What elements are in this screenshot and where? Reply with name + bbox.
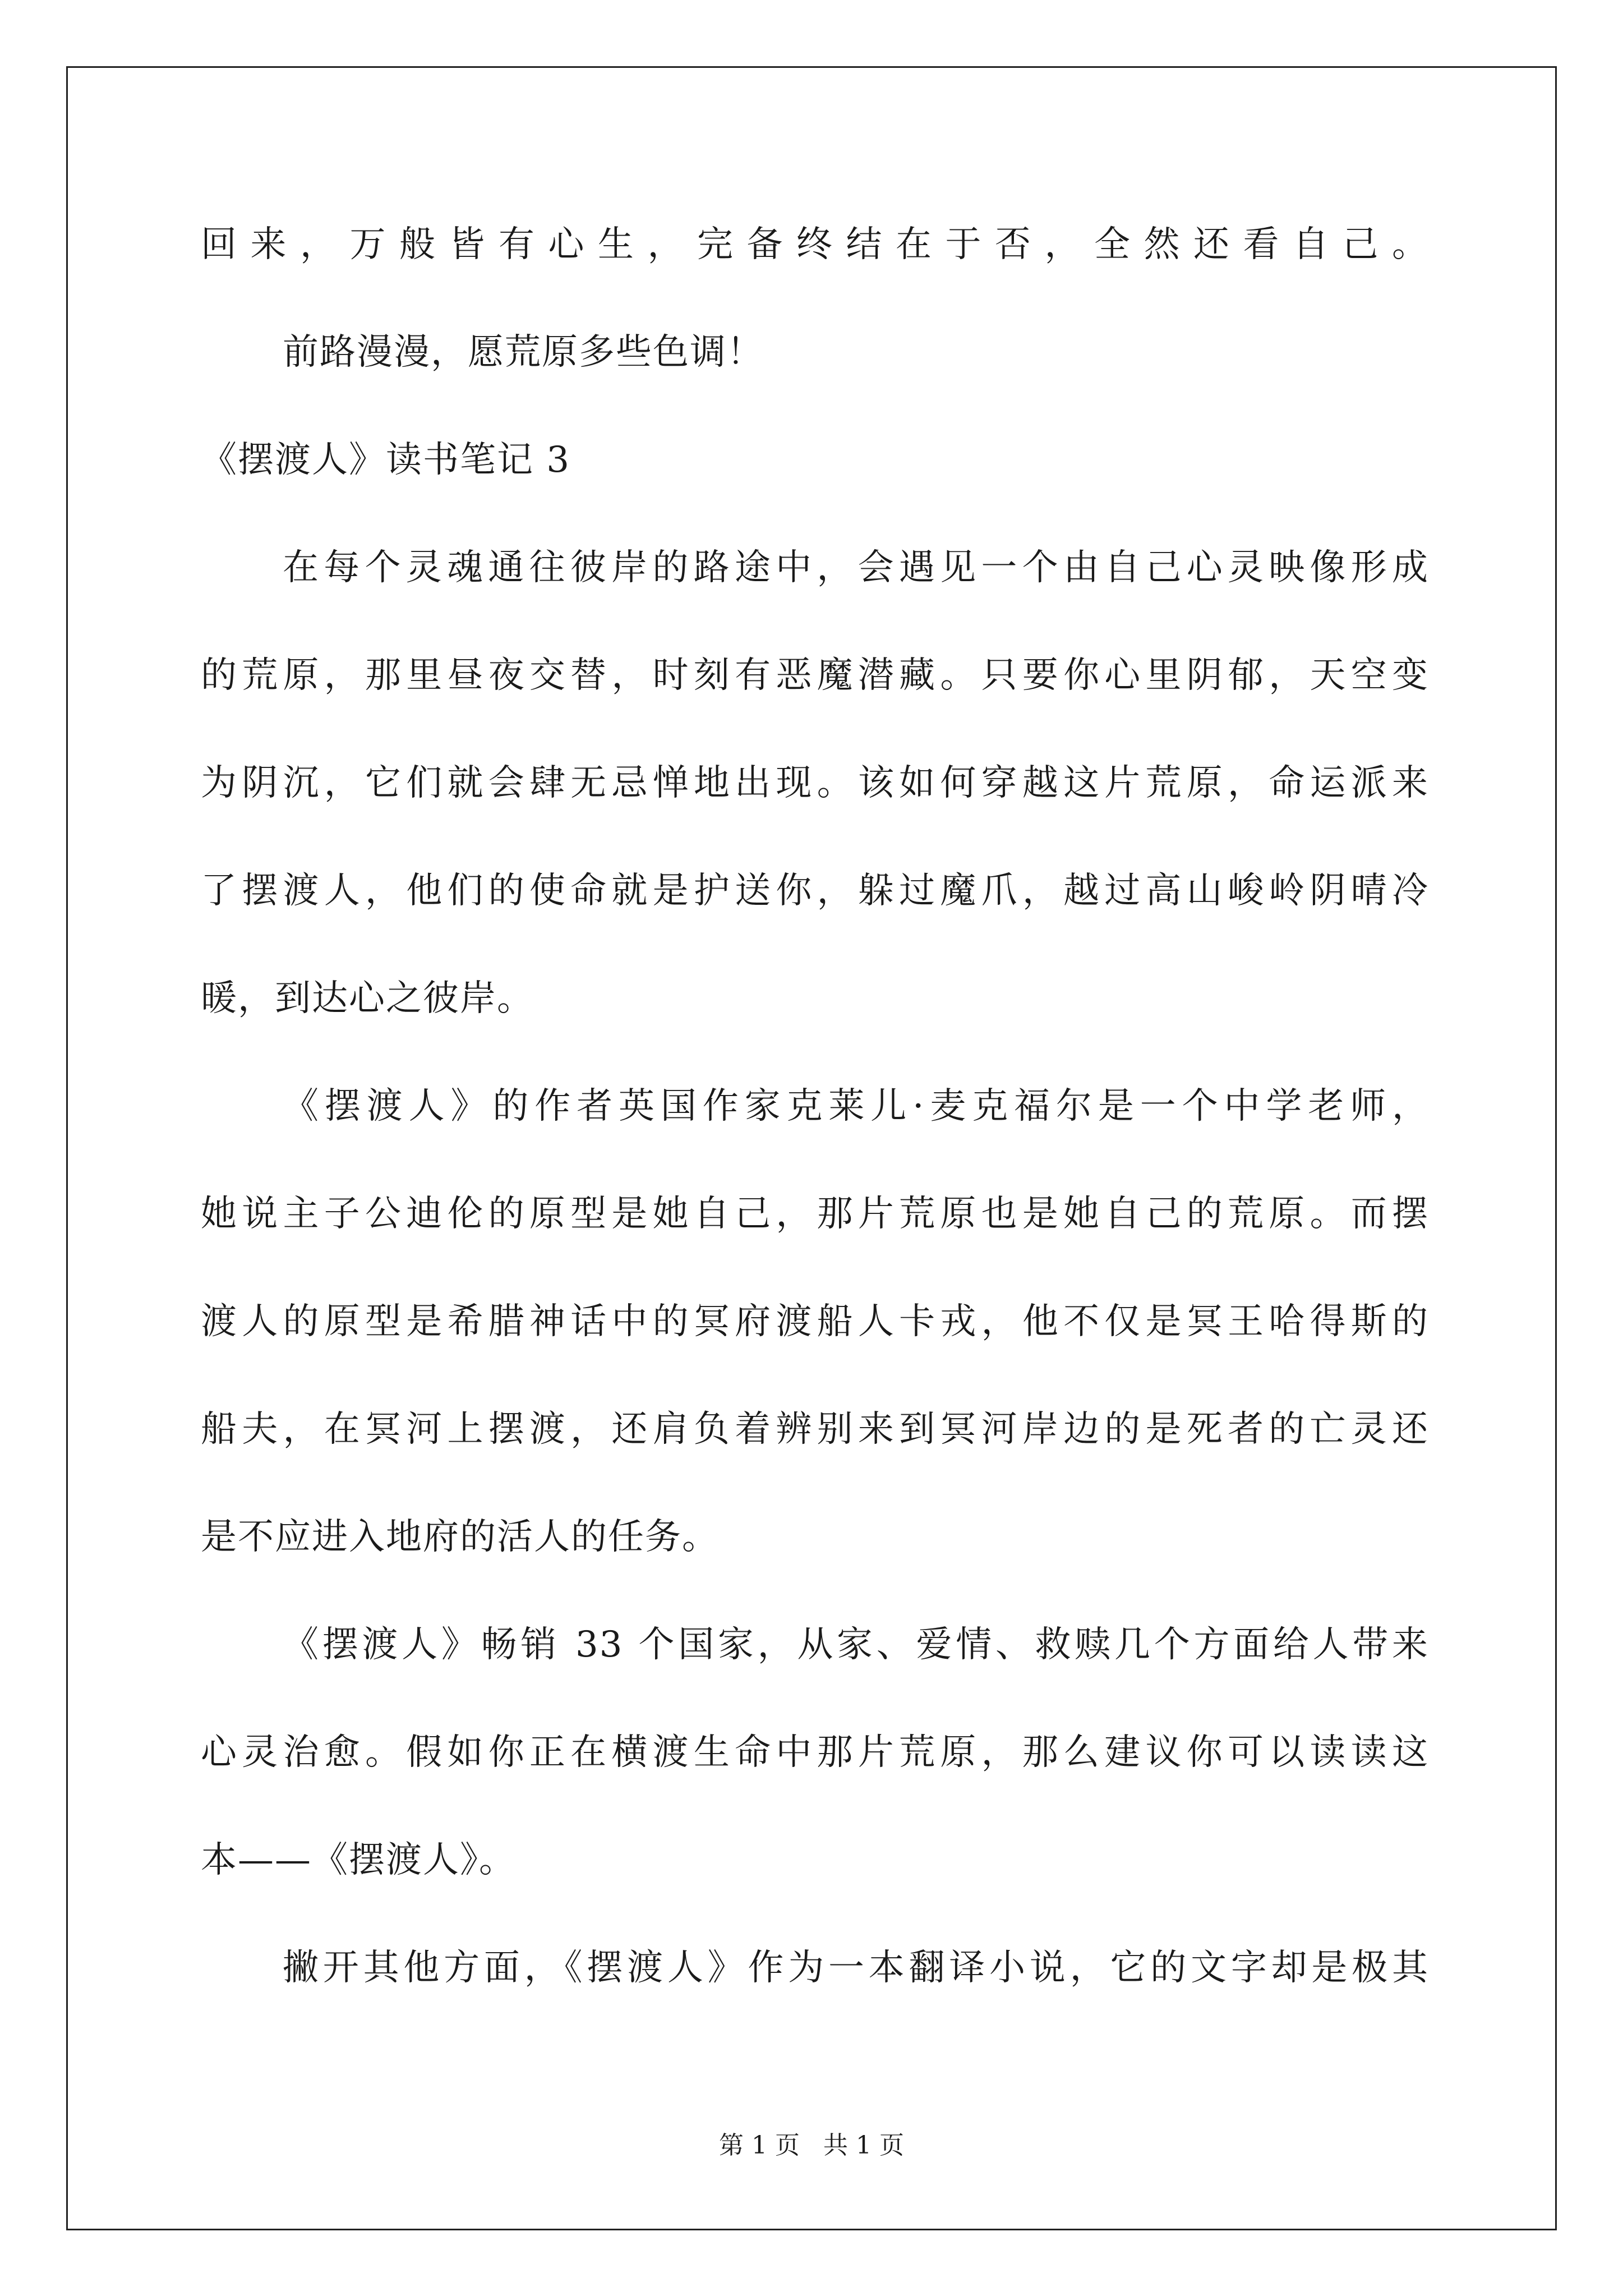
- paragraph-line: 船夫，在冥河上摆渡，还肩负着辨别来到冥河岸边的是死者的亡灵还: [201, 1409, 1429, 1450]
- paragraph-line: 《摆渡人》畅销 33 个国家，从家、爱情、救赎几个方面给人带来: [283, 1624, 1429, 1665]
- paragraph-line: 渡人的原型是希腊神话中的冥府渡船人卡戎，他不仅是冥王哈得斯的: [201, 1301, 1429, 1342]
- paragraph-line: 了摆渡人，他们的使命就是护送你，躲过魔爪，越过高山峻岭阴晴冷: [201, 870, 1429, 912]
- paragraph-line: 前路漫漫，愿荒原多些色调！: [283, 332, 764, 373]
- page-footer: [0, 2129, 1623, 2162]
- paragraph-line: 的荒原，那里昼夜交替，时刻有恶魔潜藏。只要你心里阴郁，天空变: [201, 655, 1429, 696]
- paragraph-line: 本——《摆渡人》。: [201, 1839, 516, 1881]
- paragraph-line: 撇开其他方面，《摆渡人》作为一本翻译小说，它的文字却是极其: [283, 1947, 1429, 1989]
- paragraph-line: 她说主子公迪伦的原型是她自己，那片荒原也是她自己的荒原。而摆: [201, 1193, 1429, 1235]
- page-total: 共 1 页: [823, 2131, 904, 2160]
- paragraph-line: 是不应进入地府的活人的任务。: [201, 1516, 719, 1558]
- document-body: [201, 191, 1429, 2022]
- paragraph-line: 在每个灵魂通往彼岸的路途中，会遇见一个由自己心灵映像形成: [283, 547, 1429, 588]
- paragraph-line: 为阴沉，它们就会肆无忌惮地出现。该如何穿越这片荒原，命运派来: [201, 762, 1429, 804]
- paragraph-line: 回来，万般皆有心生，完备终结在于否，全然还看自己。: [201, 224, 1429, 265]
- section-heading: 《摆渡人》读书笔记 3: [201, 439, 571, 481]
- paragraph-line: 心灵治愈。假如你正在横渡生命中那片荒原，那么建议你可以读读这: [201, 1732, 1429, 1773]
- page-number: 第 1 页: [719, 2131, 800, 2160]
- paragraph-line: 《摆渡人》的作者英国作家克莱儿·麦克福尔是一个中学老师，: [283, 1085, 1429, 1127]
- paragraph-line: 暖，到达心之彼岸。: [201, 978, 534, 1019]
